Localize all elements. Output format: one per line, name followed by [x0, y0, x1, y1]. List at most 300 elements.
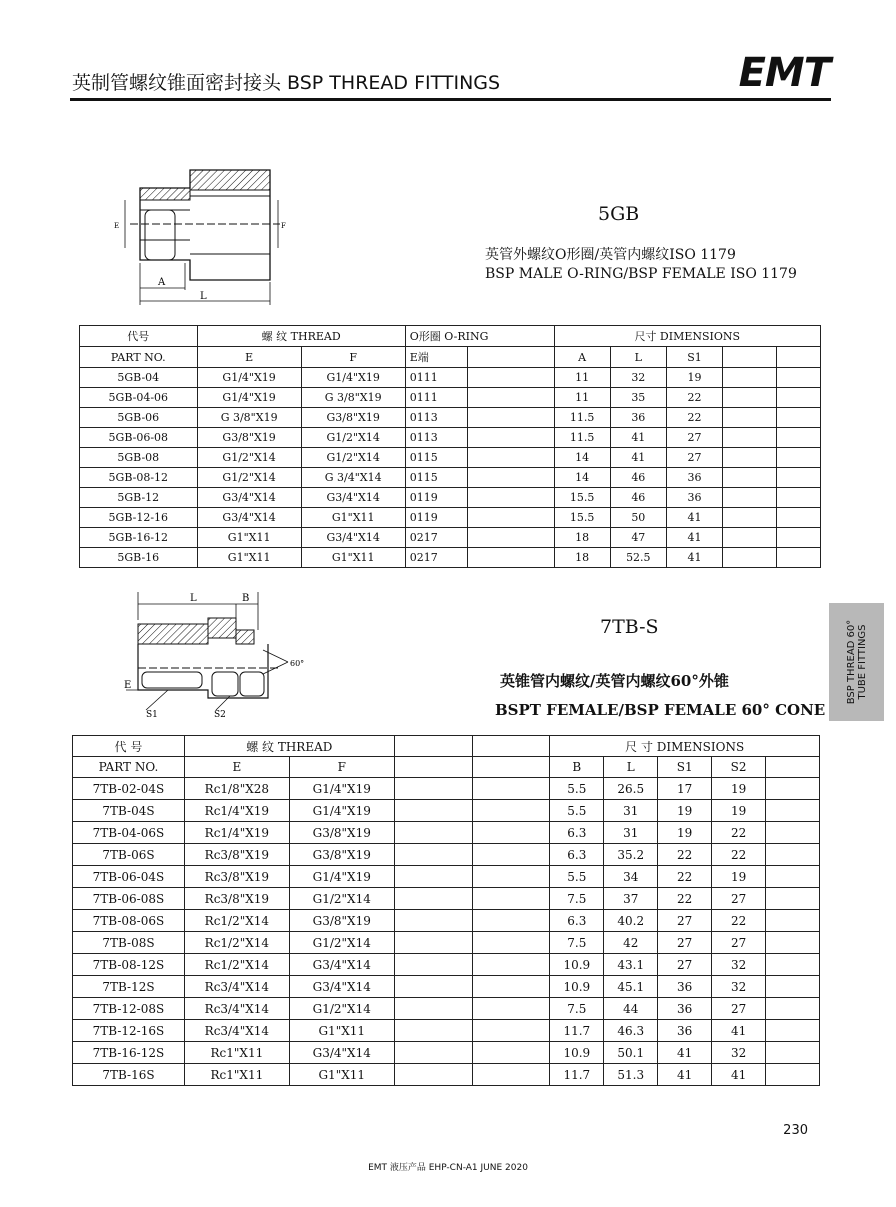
section-desc-en-7tbs: BSPT FEMALE/BSP FEMALE 60° CONE — [495, 701, 826, 719]
table-cell: 10.9 — [550, 954, 604, 976]
table-row — [73, 998, 820, 1020]
table-cell: G1/4"X19 — [301, 368, 405, 388]
table-cell: 5GB-04-06 — [80, 388, 198, 408]
table-cell: 36 — [666, 488, 722, 508]
table-cell: 41 — [666, 548, 722, 568]
table-cell: Rc1/4"X19 — [184, 822, 289, 844]
table-cell: 5GB-06-08 — [80, 428, 198, 448]
dim-l-label: L — [190, 593, 197, 604]
table-cell: 6.3 — [550, 844, 604, 866]
table-cell: G1"X11 — [301, 548, 405, 568]
cone-angle-label: 60° — [290, 659, 305, 668]
table-cell — [766, 822, 820, 844]
table-cell: G3/8"X19 — [301, 408, 405, 428]
col-header-blank-2 — [472, 736, 550, 757]
table-cell: 5.5 — [550, 778, 604, 800]
table-cell: 15.5 — [554, 508, 610, 528]
table-cell — [394, 1020, 472, 1042]
table-cell — [723, 468, 777, 488]
table-cell — [777, 508, 821, 528]
dim-a-label: A — [158, 277, 166, 288]
table-cell — [394, 910, 472, 932]
table-cell: Rc1/4"X19 — [184, 800, 289, 822]
table-cell — [777, 388, 821, 408]
table-cell — [777, 368, 821, 388]
table-cell — [723, 408, 777, 428]
col-header-dimensions: 尺 寸 DIMENSIONS — [550, 736, 820, 757]
col-subheader: E — [197, 347, 301, 368]
table-cell — [394, 778, 472, 800]
table-cell: 35 — [610, 388, 666, 408]
table-cell: 27 — [666, 448, 722, 468]
table-cell: 5GB-12 — [80, 488, 198, 508]
table-cell: G1"X11 — [197, 548, 301, 568]
table-cell: 27 — [666, 428, 722, 448]
table-cell — [723, 508, 777, 528]
table-cell — [394, 800, 472, 822]
table-row — [73, 822, 820, 844]
table-cell: 19 — [712, 800, 766, 822]
table-cell: 27 — [658, 954, 712, 976]
table-cell: 7.5 — [550, 932, 604, 954]
dim-b-label: B — [242, 593, 250, 604]
table-cell: G3/8"X19 — [289, 822, 394, 844]
table-cell: 10.9 — [550, 976, 604, 998]
table-cell: 5GB-12-16 — [80, 508, 198, 528]
col-subheader: S2 — [712, 757, 766, 778]
table-cell: 36 — [658, 1020, 712, 1042]
table-cell: 11 — [554, 388, 610, 408]
dim-e-label: E — [124, 680, 132, 691]
table-cell: 19 — [666, 368, 722, 388]
table-cell: Rc1/2"X14 — [184, 954, 289, 976]
col-subheader — [723, 347, 777, 368]
table-cell — [394, 822, 472, 844]
table-cell: Rc3/4"X14 — [184, 998, 289, 1020]
table-cell: G 3/8"X19 — [197, 408, 301, 428]
table-cell — [777, 428, 821, 448]
table-cell — [468, 488, 554, 508]
table-cell — [472, 932, 550, 954]
brand-logo: EMT — [738, 50, 830, 96]
header-rule — [70, 98, 831, 101]
col-header-oring: O形圈 O-RING — [405, 326, 554, 347]
col-subheader: E端 — [405, 347, 467, 368]
table-cell: 47 — [610, 528, 666, 548]
table-cell — [472, 844, 550, 866]
table-row — [73, 910, 820, 932]
col-subheader: L — [604, 757, 658, 778]
table-cell: 17 — [658, 778, 712, 800]
table-cell — [723, 428, 777, 448]
section-desc-cn-5gb: 英管外螺纹O形圈/英管内螺纹ISO 1179 — [485, 247, 736, 263]
table-cell: 36 — [666, 468, 722, 488]
table-cell: 22 — [658, 844, 712, 866]
table-cell — [766, 800, 820, 822]
table-cell: 11.5 — [554, 408, 610, 428]
side-tab-line2: TUBE FITTINGS — [856, 624, 868, 700]
table-cell: G1"X11 — [289, 1064, 394, 1086]
table-cell: 41 — [666, 528, 722, 548]
table-cell: 35.2 — [604, 844, 658, 866]
table-cell: 43.1 — [604, 954, 658, 976]
table-cell: 41 — [610, 448, 666, 468]
table-cell — [472, 910, 550, 932]
table-cell — [394, 866, 472, 888]
table-cell: 7TB-08-06S — [73, 910, 185, 932]
table-cell: 7TB-08S — [73, 932, 185, 954]
table-cell — [394, 1064, 472, 1086]
table-cell: 18 — [554, 528, 610, 548]
dim-s1-label: S1 — [146, 710, 158, 720]
table-row — [73, 954, 820, 976]
table-row — [73, 1020, 820, 1042]
table-row — [80, 408, 821, 428]
table-cell — [723, 528, 777, 548]
table-cell — [777, 448, 821, 468]
table-cell — [394, 932, 472, 954]
table-row — [80, 548, 821, 568]
table-cell: 0111 — [405, 388, 467, 408]
spec-table-7tbs — [72, 735, 820, 1086]
table-cell — [766, 954, 820, 976]
table-cell: 5GB-16 — [80, 548, 198, 568]
table-cell: G1/2"X14 — [289, 888, 394, 910]
footer-text: EMT 液压产品 EHP-CN-A1 JUNE 2020 — [368, 1163, 528, 1173]
col-header-blank-1 — [394, 736, 472, 757]
table-cell: 10.9 — [550, 1042, 604, 1064]
table-cell: 11.7 — [550, 1020, 604, 1042]
col-header-part-no-cn: 代号 — [80, 326, 198, 347]
table-cell: 11 — [554, 368, 610, 388]
table-cell: 7TB-04-06S — [73, 822, 185, 844]
table-cell — [472, 1020, 550, 1042]
table-row — [80, 388, 821, 408]
table-cell: 7.5 — [550, 888, 604, 910]
table-cell: G3/4"X14 — [197, 508, 301, 528]
table-cell: 22 — [666, 388, 722, 408]
table-cell: G1/2"X14 — [289, 998, 394, 1020]
table-cell — [468, 448, 554, 468]
table-cell — [472, 954, 550, 976]
table-row — [80, 468, 821, 488]
table-cell: Rc1"X11 — [184, 1064, 289, 1086]
table-cell: Rc3/8"X19 — [184, 866, 289, 888]
table-cell: 7TB-12-16S — [73, 1020, 185, 1042]
table-cell: 27 — [658, 910, 712, 932]
table-row — [80, 528, 821, 548]
table-cell: 41 — [610, 428, 666, 448]
table-cell: G1/4"X19 — [197, 368, 301, 388]
col-subheader: S1 — [658, 757, 712, 778]
table-cell: G1"X11 — [197, 528, 301, 548]
table-cell: Rc3/4"X14 — [184, 976, 289, 998]
table-cell — [472, 778, 550, 800]
table-cell: 36 — [658, 998, 712, 1020]
table-cell: G3/4"X14 — [301, 488, 405, 508]
table-cell: 34 — [604, 866, 658, 888]
table-cell: 22 — [658, 888, 712, 910]
table-cell — [394, 976, 472, 998]
table-cell: 41 — [712, 1020, 766, 1042]
table-cell — [766, 998, 820, 1020]
table-cell — [766, 888, 820, 910]
table-cell: G3/4"X14 — [289, 976, 394, 998]
fitting-5gb-drawing — [100, 160, 300, 310]
table-cell: 0119 — [405, 508, 467, 528]
col-header-dimensions: 尺寸 DIMENSIONS — [554, 326, 820, 347]
table-cell: 41 — [712, 1064, 766, 1086]
table-cell: 52.5 — [610, 548, 666, 568]
table-cell — [723, 388, 777, 408]
table-cell — [394, 998, 472, 1020]
page-title: 英制管螺纹锥面密封接头 BSP THREAD FITTINGS — [72, 72, 501, 94]
table-cell: 0113 — [405, 408, 467, 428]
table-cell — [777, 468, 821, 488]
table-cell — [472, 1042, 550, 1064]
table-cell: 36 — [610, 408, 666, 428]
table-cell — [472, 998, 550, 1020]
table-cell: 11.5 — [554, 428, 610, 448]
table-cell: 46.3 — [604, 1020, 658, 1042]
table-cell: 42 — [604, 932, 658, 954]
table-cell: G 3/4"X14 — [301, 468, 405, 488]
table-row — [80, 448, 821, 468]
col-subheader: F — [301, 347, 405, 368]
table-cell: 0115 — [405, 468, 467, 488]
table-cell: 19 — [658, 800, 712, 822]
table-cell: 0217 — [405, 548, 467, 568]
table-cell: 27 — [712, 932, 766, 954]
col-subheader: B — [550, 757, 604, 778]
table-cell: 15.5 — [554, 488, 610, 508]
table-cell — [472, 1064, 550, 1086]
table-cell: G3/4"X14 — [301, 528, 405, 548]
table-row — [80, 428, 821, 448]
section-code-7tbs: 7TB-S — [600, 616, 659, 638]
table-cell — [777, 548, 821, 568]
table-cell: 7.5 — [550, 998, 604, 1020]
table-cell — [766, 1020, 820, 1042]
table-cell: 26.5 — [604, 778, 658, 800]
table-cell: 6.3 — [550, 822, 604, 844]
dim-s2-label: S2 — [214, 710, 226, 720]
table-cell — [394, 1042, 472, 1064]
col-subheader — [394, 757, 472, 778]
table-cell: 51.3 — [604, 1064, 658, 1086]
table-cell: G3/4"X14 — [289, 954, 394, 976]
side-tab-label — [846, 620, 868, 705]
page-number: 230 — [783, 1123, 808, 1138]
table-cell — [723, 368, 777, 388]
table-cell: 7TB-06-04S — [73, 866, 185, 888]
table-cell: 7TB-12-08S — [73, 998, 185, 1020]
spec-table-5gb — [79, 325, 821, 568]
table-cell — [766, 1064, 820, 1086]
table-cell: 46 — [610, 468, 666, 488]
table-cell: 19 — [712, 778, 766, 800]
table-cell: G1/4"X19 — [289, 866, 394, 888]
table-cell — [472, 976, 550, 998]
table-cell: 5.5 — [550, 866, 604, 888]
table-cell: 27 — [712, 888, 766, 910]
table-cell — [472, 866, 550, 888]
table-cell: 45.1 — [604, 976, 658, 998]
col-subheader — [766, 757, 820, 778]
table-cell: 5GB-08 — [80, 448, 198, 468]
table-cell — [723, 448, 777, 468]
table-cell: 41 — [658, 1064, 712, 1086]
table-cell — [766, 866, 820, 888]
table-cell: 44 — [604, 998, 658, 1020]
dim-e-label: E — [114, 222, 120, 230]
table-row — [73, 800, 820, 822]
table-cell — [777, 408, 821, 428]
table-cell: 22 — [666, 408, 722, 428]
table-cell — [468, 548, 554, 568]
dim-l-label: L — [200, 291, 207, 302]
table-cell: 7TB-06-08S — [73, 888, 185, 910]
table-cell — [777, 528, 821, 548]
table-cell: 32 — [712, 1042, 766, 1064]
table-cell: G1/4"X19 — [197, 388, 301, 408]
table-cell: 37 — [604, 888, 658, 910]
table-row — [73, 844, 820, 866]
col-subheader: S1 — [666, 347, 722, 368]
table-cell: Rc3/8"X19 — [184, 888, 289, 910]
table-row — [73, 1042, 820, 1064]
table-cell — [394, 844, 472, 866]
table-cell: G1/4"X19 — [289, 778, 394, 800]
col-subheader: PART NO. — [73, 757, 185, 778]
table-cell: G3/4"X14 — [289, 1042, 394, 1064]
table-cell — [723, 548, 777, 568]
table-cell: 0119 — [405, 488, 467, 508]
table-cell: 32 — [712, 976, 766, 998]
table-cell: 0217 — [405, 528, 467, 548]
table-cell: 14 — [554, 468, 610, 488]
table-cell: 5.5 — [550, 800, 604, 822]
table-cell: 7TB-16-12S — [73, 1042, 185, 1064]
col-header-thread: 螺 纹 THREAD — [197, 326, 405, 347]
table-cell: 41 — [658, 1042, 712, 1064]
table-cell: 50 — [610, 508, 666, 528]
table-cell: 5GB-16-12 — [80, 528, 198, 548]
table-cell: G3/8"X19 — [289, 910, 394, 932]
table-cell: 6.3 — [550, 910, 604, 932]
table-row — [73, 866, 820, 888]
table-cell: G1/2"X14 — [301, 448, 405, 468]
table-cell: 36 — [658, 976, 712, 998]
table-cell: G3/4"X14 — [197, 488, 301, 508]
table-cell — [723, 488, 777, 508]
table-cell: 0115 — [405, 448, 467, 468]
section-desc-en-5gb: BSP MALE O-RING/BSP FEMALE ISO 1179 — [485, 266, 797, 282]
col-subheader: PART NO. — [80, 347, 198, 368]
table-row — [73, 778, 820, 800]
table-cell: 31 — [604, 822, 658, 844]
col-subheader — [472, 757, 550, 778]
table-cell: 7TB-02-04S — [73, 778, 185, 800]
table-cell: 32 — [610, 368, 666, 388]
table-cell: 31 — [604, 800, 658, 822]
table-cell — [394, 888, 472, 910]
table-cell: 5GB-08-12 — [80, 468, 198, 488]
section-desc-cn-7tbs: 英锥管内螺纹/英管内螺纹60°外锥 — [500, 672, 729, 690]
table-cell: 7TB-06S — [73, 844, 185, 866]
table-cell: G3/8"X19 — [289, 844, 394, 866]
table-cell — [777, 488, 821, 508]
table-cell — [766, 844, 820, 866]
table-cell: G1"X11 — [289, 1020, 394, 1042]
table-cell — [766, 1042, 820, 1064]
col-header-part-no-cn: 代 号 — [73, 736, 185, 757]
table-cell: 7TB-04S — [73, 800, 185, 822]
table-cell — [766, 778, 820, 800]
table-row — [73, 1064, 820, 1086]
col-subheader: A — [554, 347, 610, 368]
table-cell: 7TB-16S — [73, 1064, 185, 1086]
col-header-thread: 螺 纹 THREAD — [184, 736, 394, 757]
table-cell: G1/4"X19 — [289, 800, 394, 822]
table-cell — [468, 408, 554, 428]
table-cell — [472, 888, 550, 910]
table-cell — [468, 388, 554, 408]
table-cell — [472, 800, 550, 822]
table-cell: 18 — [554, 548, 610, 568]
table-cell: G3/8"X19 — [197, 428, 301, 448]
table-cell: Rc1/2"X14 — [184, 932, 289, 954]
table-row — [73, 888, 820, 910]
col-subheader — [777, 347, 821, 368]
table-cell — [468, 428, 554, 448]
table-cell — [468, 368, 554, 388]
table-cell: Rc1/8"X28 — [184, 778, 289, 800]
table-cell: 7TB-08-12S — [73, 954, 185, 976]
table-row — [80, 368, 821, 388]
table-cell — [468, 468, 554, 488]
table-cell: Rc3/8"X19 — [184, 844, 289, 866]
side-tab-line1: BSP THREAD 60° — [845, 619, 857, 705]
table-cell: 14 — [554, 448, 610, 468]
col-subheader — [468, 347, 554, 368]
table-cell: 41 — [666, 508, 722, 528]
table-cell: 7TB-12S — [73, 976, 185, 998]
table-cell: 22 — [658, 866, 712, 888]
table-cell: 32 — [712, 954, 766, 976]
table-row — [80, 508, 821, 528]
table-cell: 0113 — [405, 428, 467, 448]
table-cell: G1/2"X14 — [197, 448, 301, 468]
table-cell: 27 — [712, 998, 766, 1020]
table-cell — [766, 932, 820, 954]
table-row — [73, 932, 820, 954]
section-code-5gb: 5GB — [598, 203, 640, 225]
table-cell — [468, 508, 554, 528]
table-cell: G1/2"X14 — [301, 428, 405, 448]
dim-f-label: F — [281, 222, 286, 230]
table-cell: 0111 — [405, 368, 467, 388]
table-cell: G 3/8"X19 — [301, 388, 405, 408]
col-subheader: F — [289, 757, 394, 778]
table-cell: 19 — [712, 866, 766, 888]
side-category-tab — [829, 603, 884, 721]
table-row — [73, 976, 820, 998]
table-cell: 11.7 — [550, 1064, 604, 1086]
table-cell: G1/2"X14 — [289, 932, 394, 954]
table-cell: 27 — [658, 932, 712, 954]
table-cell: Rc1"X11 — [184, 1042, 289, 1064]
